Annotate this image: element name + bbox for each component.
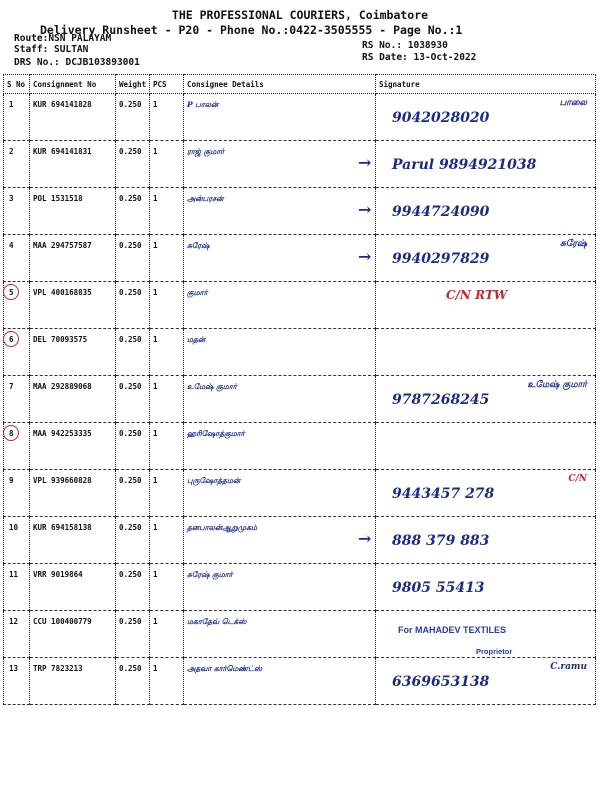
table-row (4, 282, 596, 329)
cell-consignee: மகாதேவ் டெக்ஸ் (184, 611, 376, 658)
cell-signature (358, 141, 596, 188)
runsheet-table (3, 74, 596, 705)
cell-signature (376, 376, 596, 423)
signature-note: உமேஷ் குமார் (527, 380, 587, 390)
cell-signature (376, 423, 596, 470)
table-row (4, 235, 596, 282)
cell-sno (4, 235, 30, 282)
arrow-icon: → (358, 529, 372, 548)
cell-weight: 0.250 (116, 470, 150, 517)
cell-sno (4, 470, 30, 517)
cell-sno (4, 611, 30, 658)
table-row (4, 658, 596, 705)
cell-consignment: VPL 400168835 (30, 282, 116, 329)
cell-consignee: ஹரிஷோத்குமார் (184, 423, 376, 470)
cell-consignment: TRP 7823213 (30, 658, 116, 705)
cell-pcs: 1 (150, 517, 184, 564)
table-row (4, 376, 596, 423)
table-row (4, 94, 596, 141)
cell-sno (4, 658, 30, 705)
cell-weight: 0.250 (116, 94, 150, 141)
cell-signature (376, 658, 596, 705)
cell-weight: 0.250 (116, 517, 150, 564)
signature-phone: 9944724090 (392, 204, 490, 220)
staff-label: Staff: SULTAN (14, 44, 89, 55)
cell-consignment: DEL 70093575 (30, 329, 116, 376)
cell-consignment: KUR 694141828 (30, 94, 116, 141)
cell-weight: 0.250 (116, 282, 150, 329)
cell-pcs: 1 (150, 94, 184, 141)
stamp-proprietor: Proprietor (476, 647, 513, 656)
sno-text: 1 (9, 100, 14, 109)
table-row (4, 188, 596, 235)
cell-consignee: மதன் (184, 329, 376, 376)
sno-text: 11 (9, 570, 19, 579)
cell-consignee: ராஜ் குமார் (184, 141, 376, 188)
table-row (4, 141, 596, 188)
signature-phone: 6369653138 (392, 674, 490, 690)
signature-phone: Parul 9894921038 (392, 157, 537, 173)
cell-weight: 0.250 (116, 658, 150, 705)
signature-phone: 9443457 278 (392, 486, 495, 502)
cell-consignee: அன்பரசன் (184, 188, 376, 235)
rs-number: RS No.: 1038930 (362, 40, 448, 51)
cell-weight: 0.250 (116, 376, 150, 423)
cell-weight: 0.250 (116, 235, 150, 282)
signature-phone: 9805 55413 (392, 580, 485, 596)
sheet-title: THE PROFESSIONAL COURIERS, Coimbatore (171, 8, 429, 22)
cell-consignment: KUR 694158138 (30, 517, 116, 564)
sno-text: 2 (9, 147, 14, 156)
sno-text: 5 (9, 288, 14, 297)
signature-note: C.ramu (550, 662, 587, 672)
signature-phone: 9940297829 (392, 251, 490, 267)
col-header-weight: Weight (116, 75, 150, 94)
cell-signature (376, 470, 596, 517)
drs-number: DRS No.: DCJB103893001 (14, 57, 140, 68)
cell-signature (376, 282, 596, 329)
cell-pcs: 1 (150, 658, 184, 705)
cell-consignee: சுரேஷ் (184, 235, 376, 282)
cell-pcs: 1 (150, 470, 184, 517)
cell-weight: 0.250 (116, 564, 150, 611)
signature-note: C/N (568, 474, 587, 484)
signature-note: சுரேஷ் (560, 239, 587, 249)
sno-text: 6 (9, 335, 14, 344)
cell-signature (376, 94, 596, 141)
cell-sno (4, 423, 30, 470)
table-header (4, 75, 596, 94)
signature-phone: 9042028020 (392, 110, 490, 126)
cell-consignment: POL 1531518 (30, 188, 116, 235)
cell-consignee: தனபாலன்ஆறுமுகம் (184, 517, 376, 564)
sheet-subtitle: Delivery Runsheet - P20 - Phone No.:0422-3505555 - Page No.:1 (40, 23, 463, 37)
cell-weight: 0.250 (116, 611, 150, 658)
col-header-signature: Signature (376, 75, 596, 94)
cell-pcs: 1 (150, 564, 184, 611)
route-label: Route:NSN PALAYAM (14, 33, 112, 44)
col-header-consignee: Consignee Details (184, 75, 376, 94)
col-header-sno: S No (4, 75, 30, 94)
cell-sno (4, 376, 30, 423)
sno-text: 7 (9, 382, 14, 391)
cell-sno (4, 188, 30, 235)
cell-pcs: 1 (150, 423, 184, 470)
company-stamp: For MAHADEV TEXTILES (398, 625, 507, 635)
signature-phone: 9787268245 (392, 392, 490, 408)
sno-text: 12 (9, 617, 19, 626)
cell-weight: 0.250 (116, 188, 150, 235)
cell-signature (376, 611, 596, 658)
arrow-icon: → (358, 200, 372, 219)
cell-signature (376, 564, 596, 611)
cell-consignee: சுரேஷ் குமார் (184, 564, 376, 611)
table-row (4, 611, 596, 658)
signature-note: பாலை (559, 98, 587, 108)
col-header-pcs: PCS (150, 75, 184, 94)
arrow-icon: → (358, 247, 372, 266)
cell-weight: 0.250 (116, 329, 150, 376)
cell-pcs: 1 (150, 376, 184, 423)
cell-sno (4, 282, 30, 329)
cell-weight: 0.250 (116, 423, 150, 470)
col-header-consignment: Consignment No (30, 75, 116, 94)
cell-sno (4, 94, 30, 141)
cell-weight: 0.250 (116, 141, 150, 188)
cell-consignment: VPL 939660828 (30, 470, 116, 517)
cell-pcs: 1 (150, 329, 184, 376)
sno-text: 13 (9, 664, 19, 673)
cell-consignee: புருஷோத்தமன் (184, 470, 376, 517)
cell-consignment: VRR 9019864 (30, 564, 116, 611)
cell-consignment: MAA 292889068 (30, 376, 116, 423)
cell-sno (4, 564, 30, 611)
cell-consignee: அதவா கார்மெண்ட்ஸ் (184, 658, 376, 705)
table-row (4, 423, 596, 470)
sno-text: 8 (9, 429, 14, 438)
cell-consignee: உமேஷ் குமார் (184, 376, 376, 423)
cell-consignment: KUR 694141831 (30, 141, 116, 188)
table-row (4, 470, 596, 517)
sno-text: 10 (9, 523, 19, 532)
cell-pcs: 1 (150, 611, 184, 658)
table-row (4, 517, 596, 564)
cell-consignment: CCU 100400779 (30, 611, 116, 658)
cell-sno (4, 141, 30, 188)
cn-mark: C/N RTW (446, 288, 508, 302)
sno-text: 9 (9, 476, 14, 485)
cell-signature (376, 329, 596, 376)
table-row (4, 329, 596, 376)
sno-text: 4 (9, 241, 14, 250)
sno-text: 3 (9, 194, 14, 203)
signature-phone: 888 379 883 (392, 533, 490, 549)
cell-signature (358, 235, 596, 282)
cell-pcs: 1 (150, 235, 184, 282)
cell-consignee: குமார் (184, 282, 376, 329)
cell-pcs: 1 (150, 282, 184, 329)
arrow-icon: → (358, 153, 372, 172)
cell-signature (358, 188, 596, 235)
cell-consignment: MAA 942253335 (30, 423, 116, 470)
cell-pcs: 1 (150, 141, 184, 188)
cell-consignment: MAA 294757587 (30, 235, 116, 282)
cell-pcs: 1 (150, 188, 184, 235)
cell-sno (4, 517, 30, 564)
cell-signature (358, 517, 596, 564)
cell-consignee: P பாலன் (184, 94, 376, 141)
cell-sno (4, 329, 30, 376)
rs-date: RS Date: 13-Oct-2022 (362, 52, 477, 63)
table-row (4, 564, 596, 611)
